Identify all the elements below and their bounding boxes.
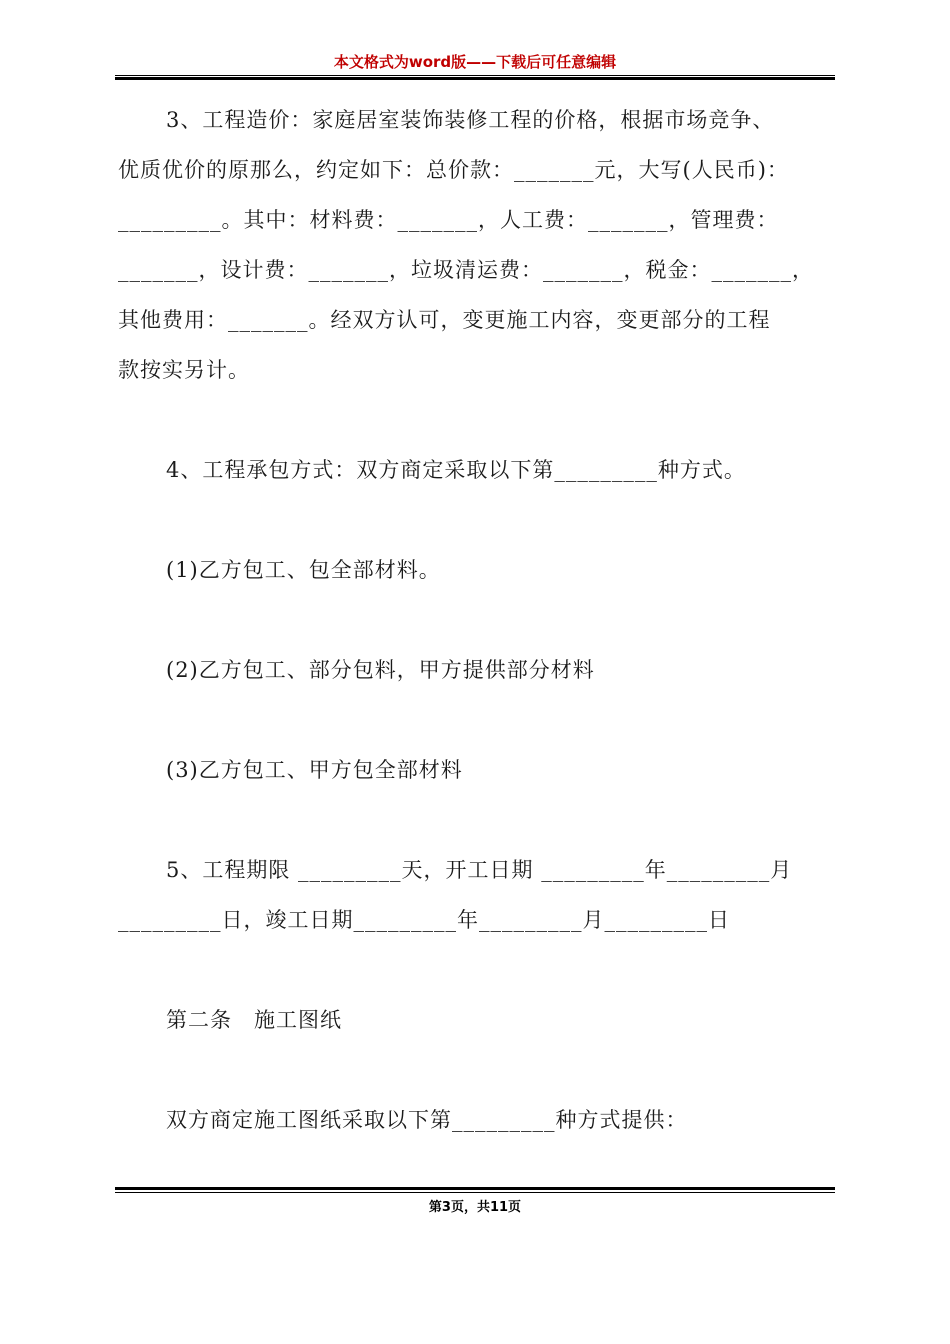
clause-5 — [118, 845, 834, 945]
clause-3 — [118, 95, 834, 395]
clause-4: 4、工程承包方式：双方商定采取以下第_________种方式。 — [166, 458, 746, 482]
option-1: (1)乙方包工、包全部材料。 — [166, 558, 441, 582]
spacer — [118, 595, 834, 645]
article-2-text: 双方商定施工图纸采取以下第_________种方式提供： — [166, 1108, 688, 1132]
spacer — [118, 945, 834, 995]
option-3: (3)乙方包工、甲方包全部材料 — [166, 758, 463, 782]
clause-3-line-2: 优质优价的原那么，约定如下：总价款：_______元，大写(人民币)： — [118, 158, 789, 182]
clause-5-line-2: _________日，竣工日期_________年_________月_________日 — [118, 908, 730, 932]
clause-5-line-1: 5、工程期限 _________天，开工日期 _________年_________月 — [166, 858, 793, 882]
spacer — [118, 695, 834, 745]
document-body — [118, 95, 834, 1145]
spacer — [118, 395, 834, 445]
clause-3-line-3: _________。其中：材料费：_______，人工费：_______，管理费： — [118, 208, 779, 232]
footer-rule-thin — [115, 1192, 835, 1193]
option-2: (2)乙方包工、部分包料，甲方提供部分材料 — [166, 658, 595, 682]
spacer — [118, 795, 834, 845]
page-number: 第3页，共11页 — [428, 1200, 522, 1215]
spacer — [118, 1045, 834, 1095]
clause-3-line-1: 3、工程造价：家庭居室装饰装修工程的价格，根据市场竞争、 — [166, 108, 775, 132]
clause-3-line-5: 其他费用：_______。经双方认可，变更施工内容，变更部分的工程 — [118, 308, 771, 332]
page-header-banner: 本文格式为word版——下载后可任意编辑 — [333, 53, 617, 71]
clause-3-line-4: _______，设计费：_______，垃圾清运费：_______，税金：_______， — [118, 258, 814, 282]
clause-3-line-6: 款按实另计。 — [118, 358, 250, 382]
header-rule-thin — [115, 75, 835, 76]
spacer — [118, 495, 834, 545]
article-2-title: 第二条 施工图纸 — [166, 1008, 342, 1032]
footer-rule-thick — [115, 1187, 835, 1190]
header-rule-thick — [115, 77, 835, 80]
